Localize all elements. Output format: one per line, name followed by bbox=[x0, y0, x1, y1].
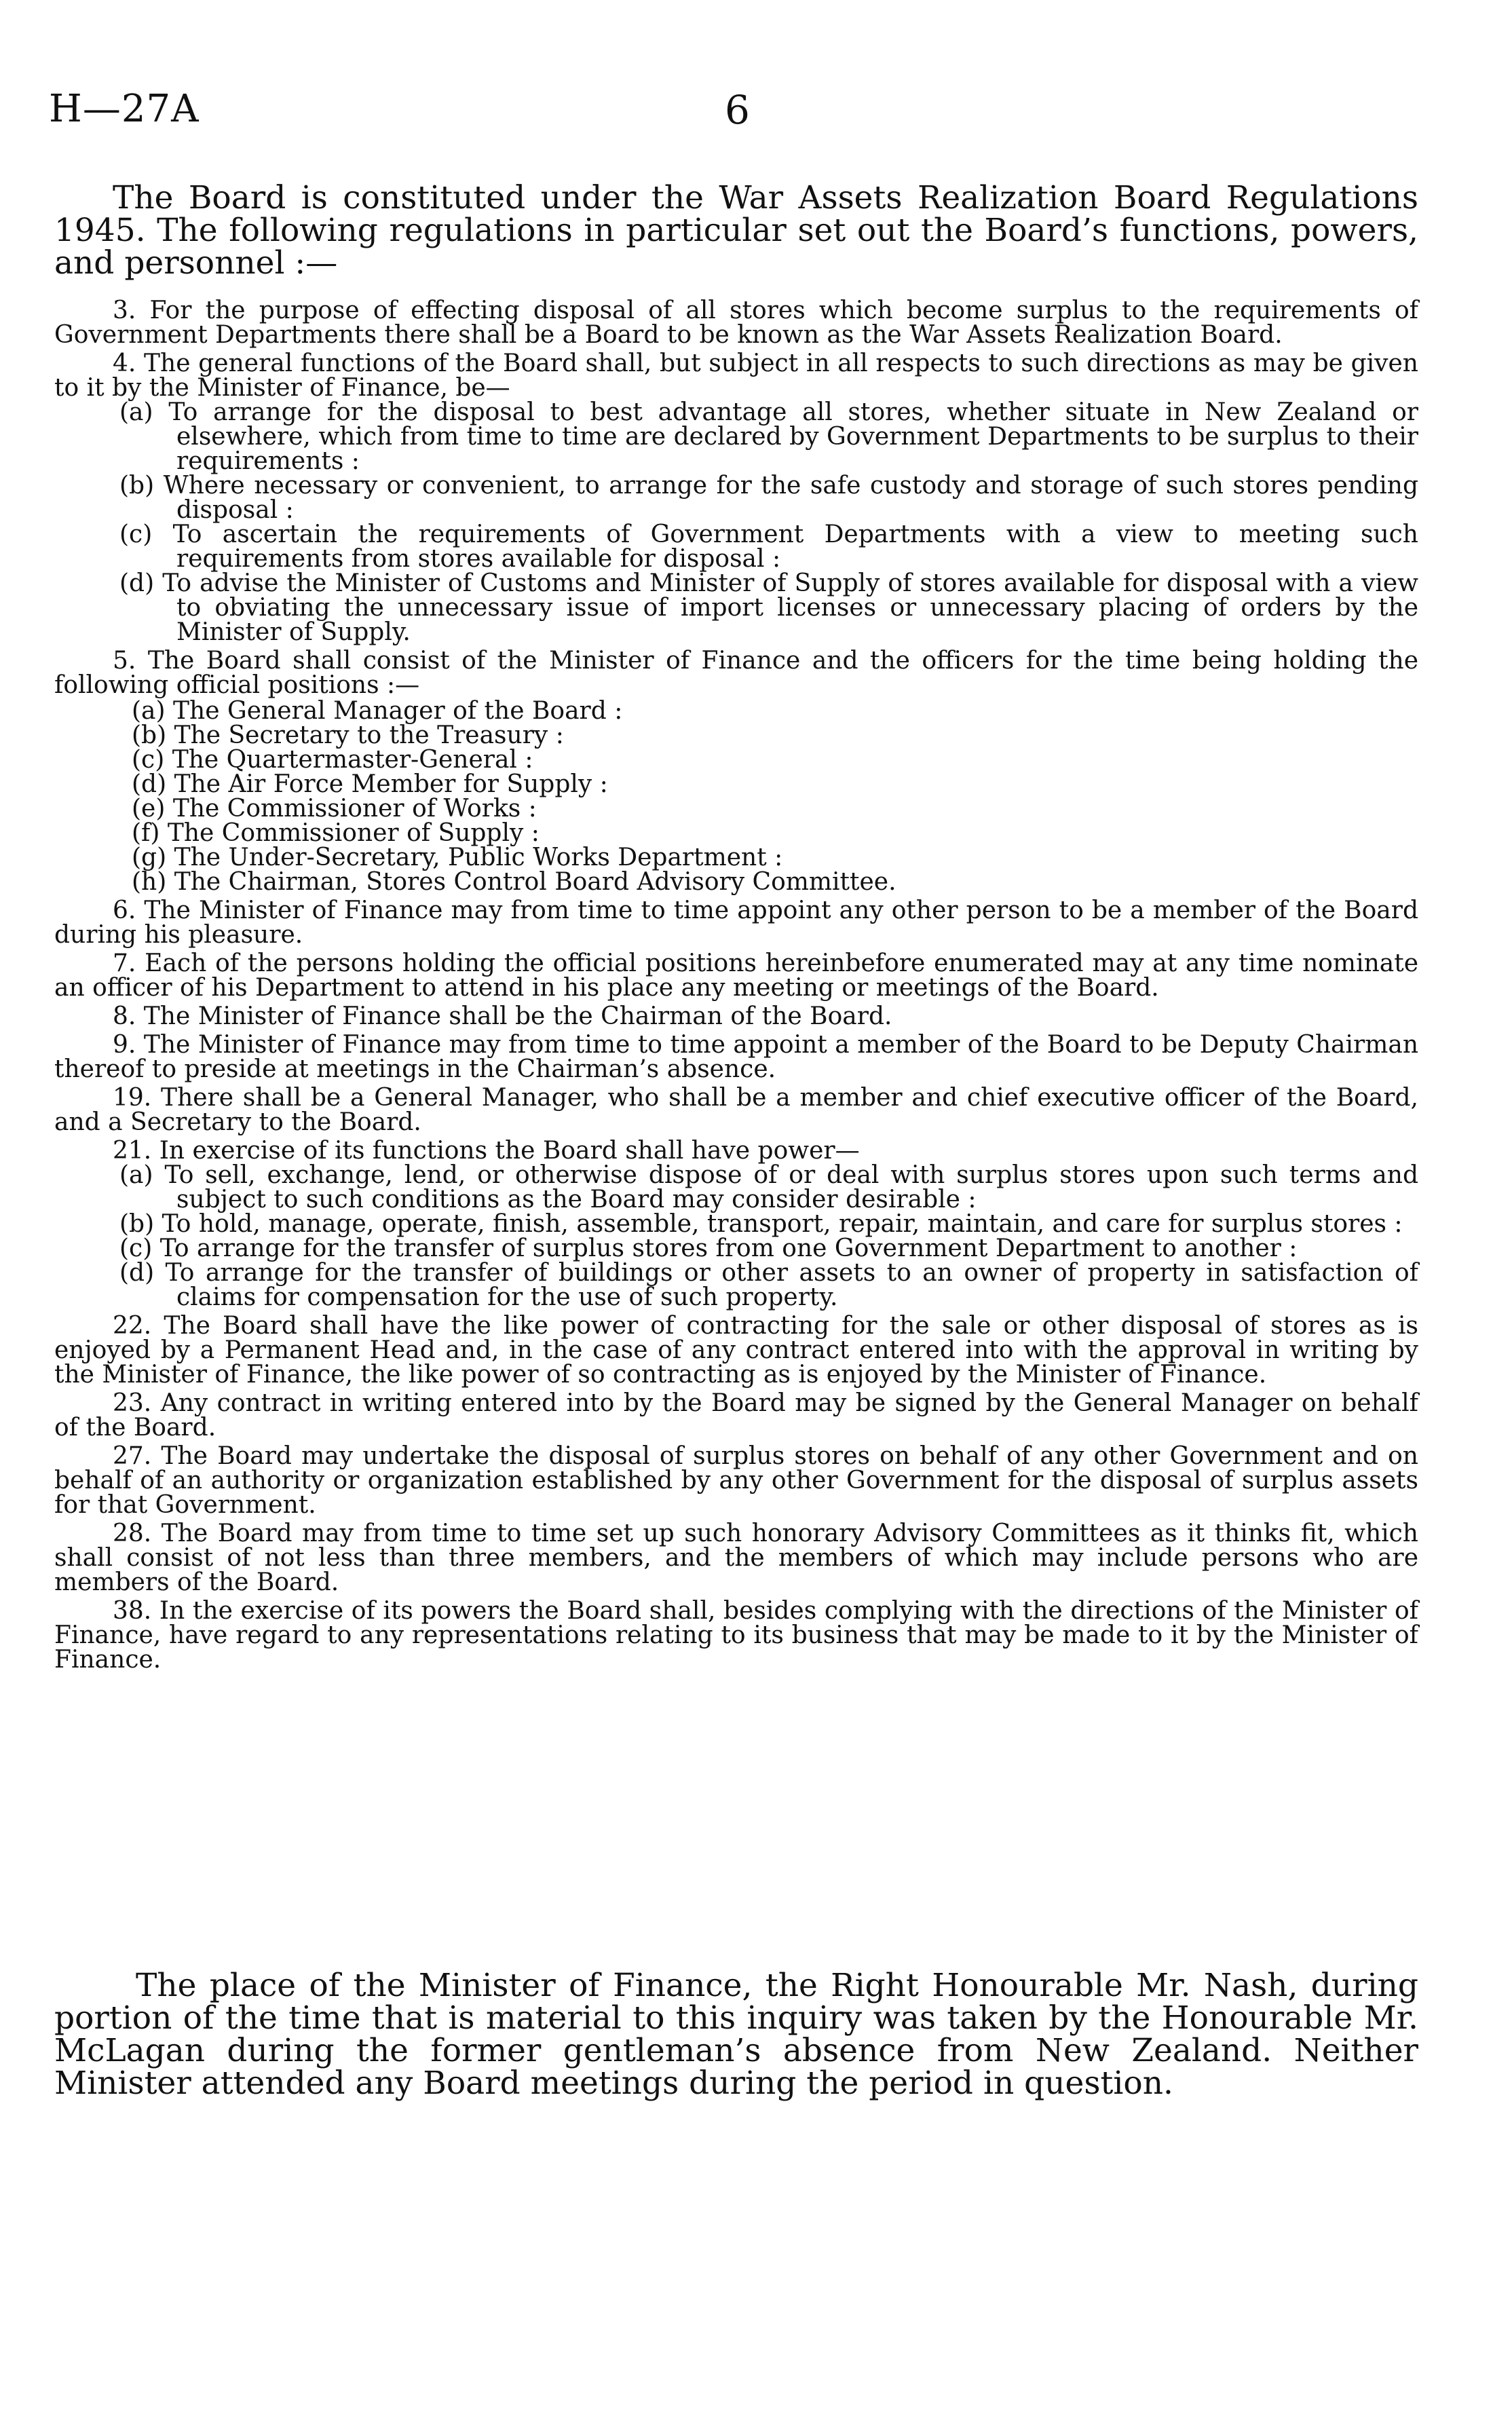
regulation-5-item-e: (e) The Commissioner of Works : bbox=[132, 795, 537, 823]
regulation-19: 19. There shall be a General Manager, who shall be a member and chief executive officer of the Board, and a Secretary to the Board. bbox=[54, 1084, 1418, 1136]
regulation-21-item-d: (d) To arrange for the transfer of buildings or other assets to an owner of property in satisfaction of claims for compensation for the use of such property. bbox=[119, 1259, 1418, 1311]
regulation-6: 6. The Minister of Finance may from time to time appoint any other person to be a member of the Board during his pleasure. bbox=[54, 897, 1418, 949]
regulation-4-item-b: (b) Where necessary or convenient, to arrange for the safe custody and storage of such stores pending disposal : bbox=[119, 472, 1418, 524]
regulation-3: 3. For the purpose of effecting disposal of all stores which become surplus to the requirements of Government Departments there shall be a Board to be known as the War Assets Realization Board. bbox=[54, 297, 1418, 349]
regulation-5-item-c: (c) The Quartermaster-General : bbox=[132, 746, 533, 774]
regulation-8: 8. The Minister of Finance shall be the Chairman of the Board. bbox=[113, 1002, 892, 1030]
regulation-21-item-c: (c) To arrange for the transfer of surplus stores from one Government Department to another : bbox=[119, 1235, 1298, 1262]
regulation-21: 21. In exercise of its functions the Board shall have power— bbox=[113, 1137, 860, 1165]
regulation-5-item-d: (d) The Air Force Member for Supply : bbox=[132, 770, 608, 798]
regulation-5-item-g: (g) The Under-Secretary, Public Works Department : bbox=[132, 844, 783, 871]
regulation-21-item-b: (b) To hold, manage, operate, finish, assemble, transport, repair, maintain, and care for surplus stores : bbox=[119, 1210, 1403, 1238]
regulation-5-item-h: (h) The Chairman, Stores Control Board Advisory Committee. bbox=[132, 868, 896, 896]
regulation-5: 5. The Board shall consist of the Minister of Finance and the officers for the time being holding the following official positions :— bbox=[54, 647, 1418, 699]
regulation-4-item-c: (c) To ascertain the requirements of Government Departments with a view to meeting such requirements from stores available for disposal : bbox=[119, 521, 1418, 573]
regulation-38: 38. In the exercise of its powers the Board shall, besides complying with the directions of the Minister of Finance, have regard to any representations relating to its business that may be made to it by the Minister of Finance. bbox=[54, 1597, 1418, 1674]
regulation-5-item-b: (b) The Secretary to the Treasury : bbox=[132, 721, 564, 749]
document-reference: H—27A bbox=[49, 87, 200, 131]
regulation-23: 23. Any contract in writing entered into by the Board may be signed by the General Manager on behalf of the Board. bbox=[54, 1389, 1418, 1442]
regulation-5-item-f: (f) The Commissioner of Supply : bbox=[132, 819, 540, 847]
regulation-7: 7. Each of the persons holding the official positions hereinbefore enumerated may at any time nominate an officer of his Department to attend in his place any meeting or meetings of the Board. bbox=[54, 949, 1418, 1002]
regulation-21-item-a: (a) To sell, exchange, lend, or otherwise dispose of or deal with surplus stores upon such terms and subject to such conditions as the Board may consider desirable : bbox=[119, 1161, 1418, 1213]
regulation-9: 9. The Minister of Finance may from time to time appoint a member of the Board to be Deputy Chairman thereof to preside at meetings in the Chairman’s absence. bbox=[54, 1031, 1418, 1083]
page-number: 6 bbox=[725, 87, 750, 133]
regulation-22: 22. The Board shall have the like power of contracting for the sale or other disposal of stores as is enjoyed by a Permanent Head and, in the case of any contract entered into with the approval in writing by the Minister of Finance, the like power of so contracting as is enjoyed by the Minister of Finance. bbox=[54, 1312, 1418, 1389]
closing-paragraph bbox=[54, 1967, 1418, 2102]
regulation-5-item-a: (a) The General Manager of the Board : bbox=[132, 697, 623, 725]
regulations-body bbox=[54, 299, 1418, 1676]
regulation-27: 27. The Board may undertake the disposal of surplus stores on behalf of any other Government and on behalf of an authority or organization established by any other Government for the disposal of surplus assets for that Government. bbox=[54, 1442, 1418, 1519]
regulation-4: 4. The general functions of the Board shall, but subject in all respects to such directions as may be given to it by the Minister of Finance, be— bbox=[54, 350, 1418, 402]
regulation-5-list bbox=[54, 699, 1418, 895]
regulation-4-item-a: (a) To arrange for the disposal to best advantage all stores, whether situate in New Zealand or elsewhere, which from time to time are declared by Government Departments to be surplus to their requirements : bbox=[119, 398, 1418, 475]
closing-text: The place of the Minister of Finance, the Right Honourable Mr. Nash, during portion of the time that is material to this inquiry was taken by the Honourable Mr. McLagan during the former gentleman’s absence from New Zealand. Neither Minister attended any Board meetings during the period in question. bbox=[54, 1967, 1418, 2102]
regulation-28: 28. The Board may from time to time set up such honorary Advisory Committees as it thinks fit, which shall consist of not less than three members, and the members of which may include persons who are members of the Board. bbox=[54, 1520, 1418, 1596]
regulation-4-item-d: (d) To advise the Minister of Customs and Minister of Supply of stores available for disposal with a view to obviating the unnecessary issue of import licenses or unnecessary placing of orders by the Minister of Supply. bbox=[119, 569, 1418, 646]
intro-text: The Board is constituted under the War Assets Realization Board Regulations 1945. The following regulations in particular set out the Board’s functions, powers, and personnel :— bbox=[54, 179, 1418, 282]
intro-paragraph bbox=[54, 179, 1418, 282]
